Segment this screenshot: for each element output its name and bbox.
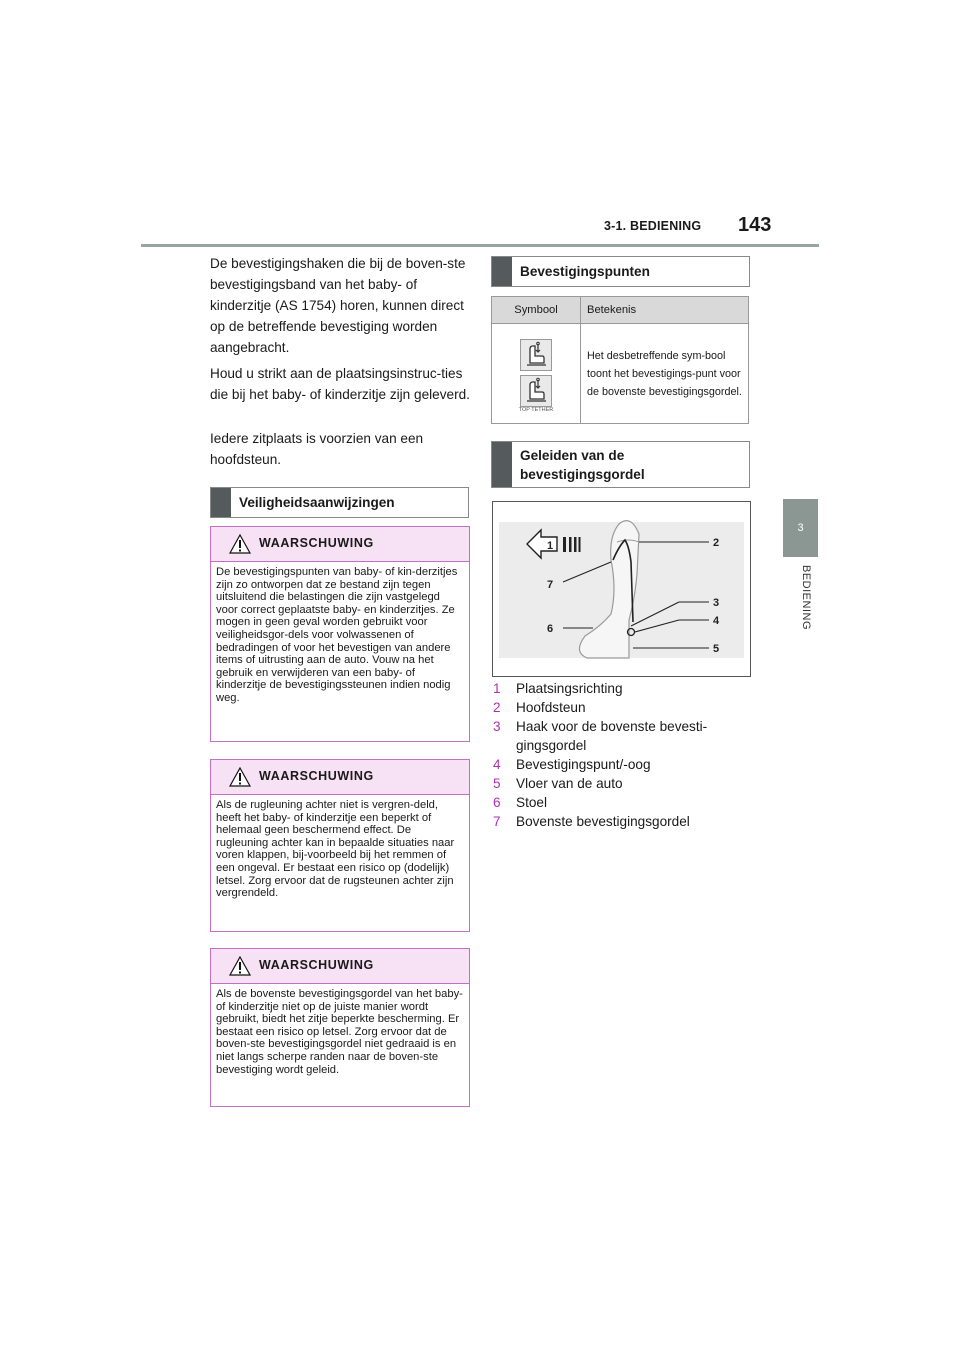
- warning-text: De bevestigingspunten van baby- of kin-derzitjes zijn zo ontworpen dat ze bestand zijn tegen uitsluitend die belastingen die zijn vastgelegd voor correct geplaatste baby- en kinderzitjes. Ze mogen in geen geval worden gebruikt voor veiligheidsgor-dels voor volwassenen of bedradingen of voor het bevestigen van andere items of uitrusting aan de auto. Vouw na het gebruik en verwijderen van een baby- of kinderzitje de bevestigingssteunen indien nodig weg.: [216, 566, 458, 704]
- col-symbol-header: Symbool: [492, 297, 581, 324]
- diagram-label-1: 1: [547, 540, 554, 552]
- list-item: [491, 774, 761, 793]
- heading-bar: [211, 488, 231, 517]
- diagram-label-7: 7: [547, 579, 554, 591]
- list-item: [491, 755, 761, 774]
- legend-label: Stoel: [516, 795, 547, 810]
- seat-illustration: [493, 502, 750, 676]
- legend-number: 1: [493, 681, 501, 696]
- header-rule: [141, 244, 819, 247]
- chapter-label: BEDIENING: [800, 565, 812, 631]
- warning-title: WAARSCHUWING: [259, 769, 374, 783]
- warning-title: WAARSCHUWING: [259, 536, 374, 550]
- warning-box-2: [210, 759, 470, 932]
- chapter-tab: 3: [783, 499, 818, 557]
- legend-label: Hoofdsteun: [516, 700, 586, 715]
- diagram-label-6: 6: [547, 623, 554, 635]
- section-title: 3-1. BEDIENING: [604, 219, 702, 233]
- legend-number: 7: [493, 814, 501, 829]
- child-seat-anchor-icon: [520, 375, 552, 407]
- warning-text: Als de bovenste bevestigingsgordel van het baby- of kinderzitje niet op de juiste manier wordt gebruikt, biedt het zitje beperkte bescherming. Er bestaat een risico op letsel. Zorg ervoor dat de boven-ste bevestigingsgordel niet gedraaid is en niet langs scherpe randen naar de boven-ste bevestiging wordt geleid.: [216, 988, 463, 1076]
- symbol-table: [491, 296, 749, 424]
- legend-number: 5: [493, 776, 501, 791]
- tether-diagram: [492, 501, 751, 677]
- legend-label: Bovenste bevestigingsgordel: [516, 814, 690, 829]
- heading-bar: [492, 257, 512, 286]
- safety-heading: Veiligheidsaanwijzingen: [239, 495, 395, 510]
- legend-number: 4: [493, 757, 501, 772]
- child-seat-anchor-icon: [520, 339, 552, 371]
- points-heading-box: [491, 256, 750, 287]
- legend-number: 6: [493, 795, 501, 810]
- safety-heading-box: [210, 487, 469, 518]
- guide-heading-box: [491, 441, 750, 488]
- legend-number: 3: [493, 719, 501, 734]
- table-row: [492, 324, 749, 424]
- warning-header: [211, 760, 469, 795]
- list-item: [491, 793, 761, 812]
- warning-text: Als de rugleuning achter niet is vergren-deld, heeft het baby- of kinderzitje een beperkt of helemaal geen beschermend effect. De rugleuning achter kan in bepaalde situaties naar voren klappen, bij-voorbeeld bij het remmen of een ongeval. Er bestaat een risico op (dodelijk) letsel. Zorg ervoor dat de rugsteunen achter zijn vergrendeld.: [216, 799, 455, 900]
- guide-heading: Geleiden van de bevestigingsgordel: [520, 447, 645, 482]
- list-item: [491, 812, 761, 831]
- intro-paragraph-2: Houd u strikt aan de plaatsingsinstruc-ties die bij het baby- of kinderzitje zijn geleverd.: [210, 366, 470, 402]
- list-item: [491, 698, 761, 717]
- heading-bar: [492, 442, 512, 487]
- col-meaning-header: Betekenis: [581, 297, 749, 324]
- warning-triangle-icon: [229, 767, 251, 787]
- diagram-legend: [491, 679, 761, 831]
- warning-box-1: [210, 526, 470, 742]
- page-number: 143: [738, 214, 772, 236]
- symbol-caption: TOP TETHER: [518, 406, 554, 413]
- warning-header: [211, 527, 469, 562]
- warning-triangle-icon: [229, 956, 251, 976]
- warning-header: [211, 949, 469, 984]
- symbol-cell: [492, 324, 581, 424]
- legend-number: 2: [493, 700, 501, 715]
- table-header-row: [492, 297, 749, 324]
- diagram-label-5: 5: [713, 643, 720, 655]
- diagram-label-4: 4: [713, 615, 720, 627]
- legend-label: Vloer van de auto: [516, 776, 623, 791]
- intro-paragraph-1: De bevestigingshaken die bij de boven-ste bevestigingsband van het baby- of kinderzitje (AS 1754) horen, kunnen direct op de betreffende bevestiging worden aangebracht.: [210, 256, 466, 355]
- list-item: [491, 679, 761, 698]
- list-item: [491, 717, 761, 755]
- points-heading: Bevestigingspunten: [520, 264, 650, 279]
- intro-paragraph-3: Iedere zitplaats is voorzien van een hoofdsteun.: [210, 431, 424, 467]
- legend-label: Plaatsingsrichting: [516, 681, 623, 696]
- diagram-label-2: 2: [713, 537, 720, 549]
- legend-label: Bevestigingspunt/-oog: [516, 757, 651, 772]
- warning-box-3: [210, 948, 470, 1107]
- meaning-cell: Het desbetreffende sym-bool toont het bevestigings-punt voor de bovenste bevestigingsgordel.: [581, 324, 749, 424]
- warning-triangle-icon: [229, 534, 251, 554]
- diagram-label-3: 3: [713, 597, 720, 609]
- warning-title: WAARSCHUWING: [259, 958, 374, 972]
- legend-label: Haak voor de bovenste bevesti-gingsgordel: [516, 719, 708, 753]
